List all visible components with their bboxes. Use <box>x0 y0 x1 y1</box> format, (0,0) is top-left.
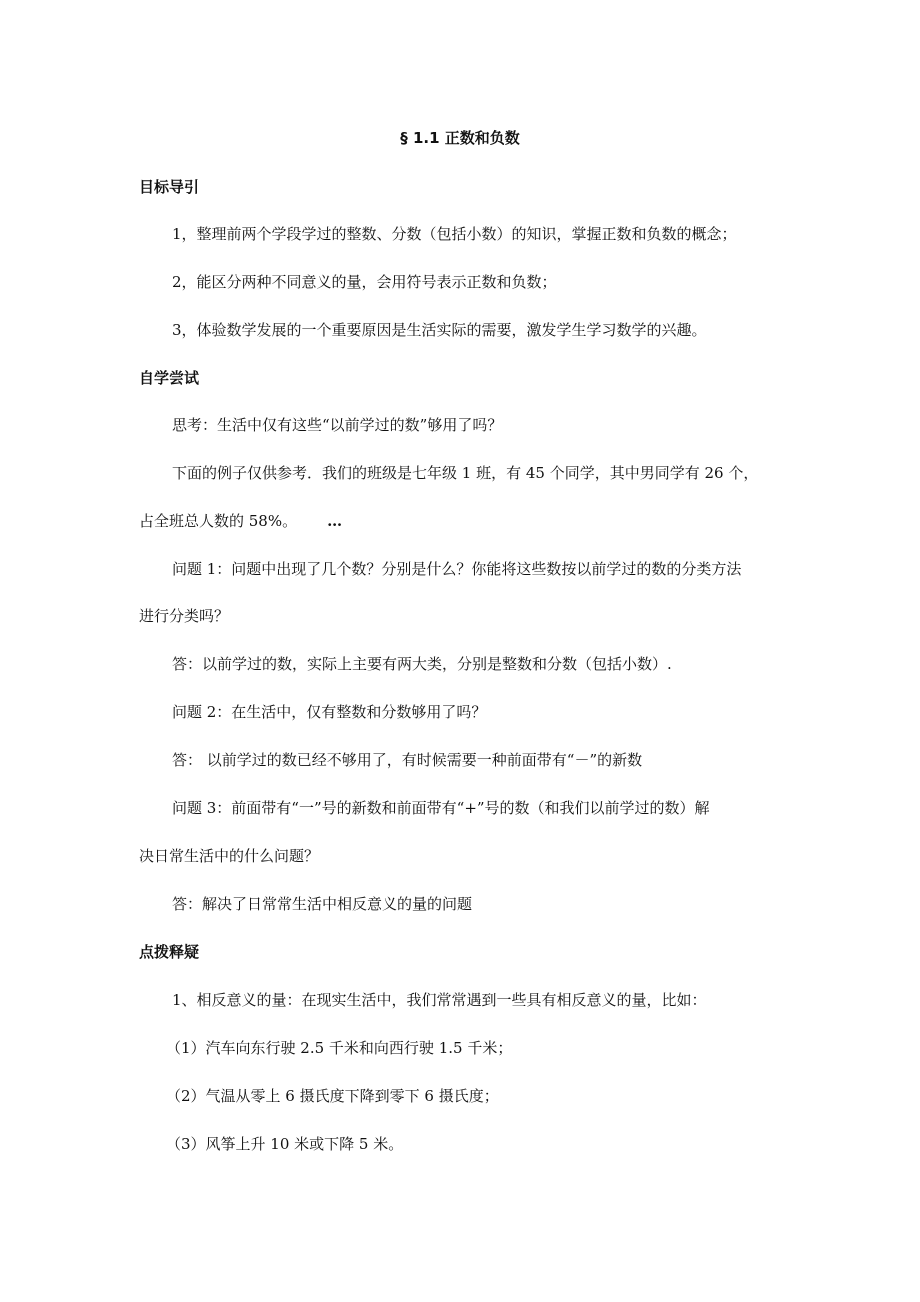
question-3-line-1: 问题 3：前面带有“一”号的新数和前面带有“+”号的数（和我们以前学过的数）解 <box>172 799 710 817</box>
explain-example-2: （2）气温从零上 6 摄氏度下降到零下 6 摄氏度； <box>166 1087 499 1105</box>
answer-1: 答：以前学过的数，实际上主要有两大类，分别是整数和分数（包括小数）. <box>172 655 672 673</box>
goal-item-3: 3，体验数学发展的一个重要原因是生活实际的需要，激发学生学习数学的兴趣。 <box>172 321 707 339</box>
section-heading-explain: 点拨释疑 <box>139 943 200 961</box>
section-heading-goals: 目标导引 <box>139 178 200 196</box>
page-title: § 1.1 正数和负数 <box>400 129 520 147</box>
goal-item-1: 1，整理前两个学段学过的整数、分数（包括小数）的知识，掌握正数和负数的概念； <box>172 225 737 243</box>
example-line-1: 下面的例子仅供参考．我们的班级是七年级 1 班，有 45 个同学，其中男同学有 26 个， <box>172 464 759 482</box>
explain-example-3: （3）风筝上升 10 米或下降 5 米。 <box>166 1135 404 1153</box>
think-question: 思考：生活中仅有这些“以前学过的数”够用了吗？ <box>172 416 503 434</box>
explain-intro: 1、相反意义的量：在现实生活中，我们常常遇到一些具有相反意义的量，比如： <box>172 991 707 1009</box>
ellipsis-text: … <box>327 512 343 530</box>
answer-3: 答：解决了日常常生活中相反意义的量的问题 <box>172 895 473 913</box>
section-heading-self-study: 自学尝试 <box>139 369 200 387</box>
goal-item-2: 2，能区分两种不同意义的量，会用符号表示正数和负数； <box>172 273 557 291</box>
question-3-line-2: 决日常生活中的什么问题？ <box>139 847 320 865</box>
question-1-line-1: 问题 1：问题中出现了几个数？分别是什么？你能将这些数按以前学过的数的分类方法 <box>172 560 742 578</box>
question-2: 问题 2：在生活中，仅有整数和分数够用了吗？ <box>172 703 487 721</box>
explain-example-1: （1）汽车向东行驶 2.5 千米和向西行驶 1.5 千米； <box>166 1039 513 1057</box>
example-line-2 <box>139 511 342 531</box>
example-line-2-text: 占全班总人数的 58%。 <box>139 512 298 530</box>
answer-2: 答： 以前学过的数已经不够用了，有时候需要一种前面带有“－”的新数 <box>172 751 643 769</box>
question-1-line-2: 进行分类吗？ <box>139 607 230 625</box>
